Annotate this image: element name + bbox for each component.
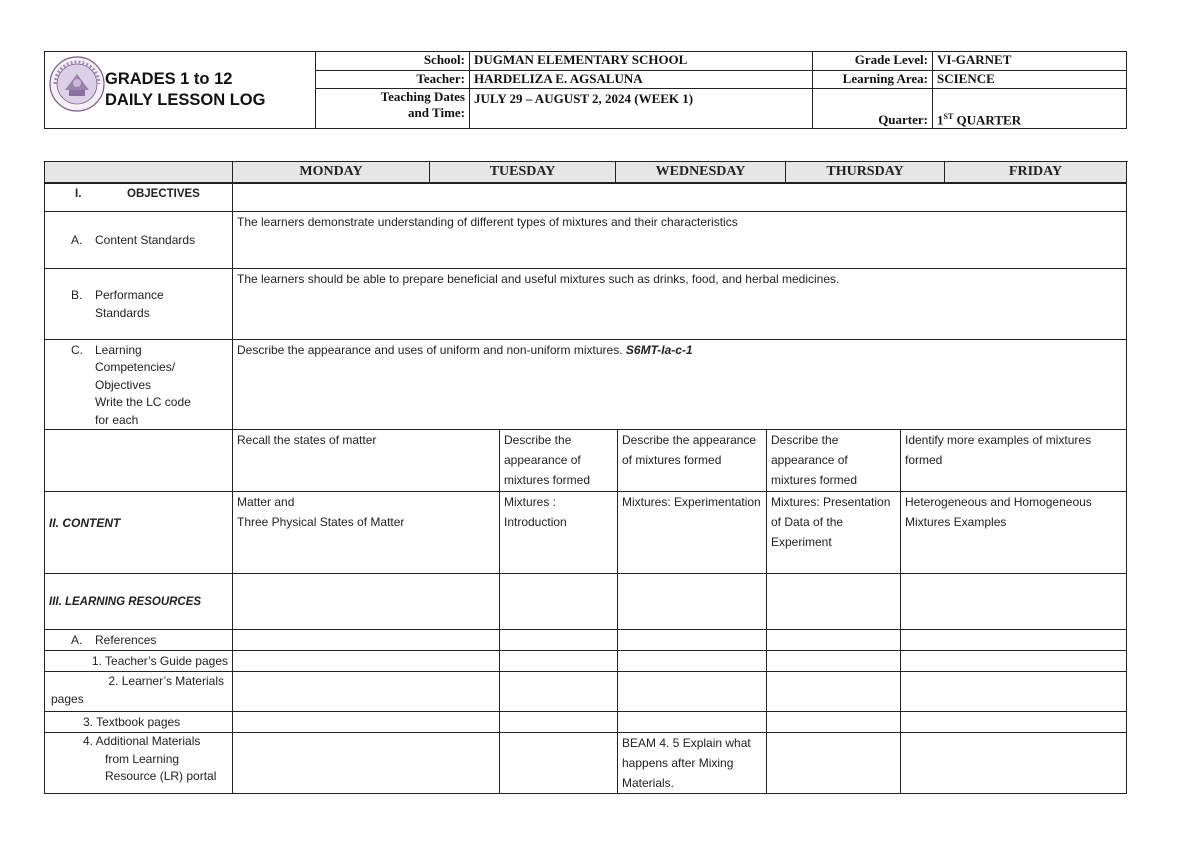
references-row xyxy=(45,630,1127,651)
quarter-label: Quarter: xyxy=(813,89,933,129)
deped-seal-icon xyxy=(49,56,105,112)
logo-cell xyxy=(45,52,316,129)
resources-thursday xyxy=(767,574,901,630)
learning-resources-label: III. LEARNING RESOURCES xyxy=(45,574,233,630)
dates-label-line1: Teaching Dates xyxy=(380,89,465,105)
teachers-guide-label: 1. Teacher’s Guide pages xyxy=(45,651,233,672)
day-tuesday: TUESDAY xyxy=(430,162,616,182)
logo-title-line1: GRADES 1 to 12 xyxy=(105,70,233,88)
daily-objectives-row xyxy=(45,430,1127,492)
teachers-guide-row xyxy=(45,651,1127,672)
textbook-row xyxy=(45,712,1127,733)
references-text: References xyxy=(95,633,157,647)
content-friday: Heterogeneous and Homogeneous Mixtures Examples xyxy=(901,492,1127,574)
references-letter: A. xyxy=(71,633,83,647)
quarter-value xyxy=(933,89,1127,129)
additional-materials-wednesday: BEAM 4. 5 Explain what happens after Mixing Materials. xyxy=(618,733,767,794)
resources-wednesday xyxy=(618,574,767,630)
content-monday-2: Three Physical States of Matter xyxy=(237,515,405,529)
performance-standards-label xyxy=(45,268,233,339)
area-value: SCIENCE xyxy=(933,70,1127,89)
teacher-label: Teacher: xyxy=(316,70,470,89)
day-friday: FRIDAY xyxy=(1008,164,1063,179)
teacher-value: HARDELIZA E. AGSALUNA xyxy=(470,70,813,89)
textbook-label: 3. Textbook pages xyxy=(45,712,233,733)
resources-monday xyxy=(233,574,500,630)
learners-materials-row xyxy=(45,672,1127,712)
learning-resources-row xyxy=(45,574,1127,630)
content-standards-label xyxy=(45,211,233,268)
am-label-1: 4. Additional Materials xyxy=(83,734,201,748)
lc-label-3: Objectives xyxy=(95,377,152,392)
header-table xyxy=(44,51,1127,129)
content-monday xyxy=(233,492,500,574)
dates-value: JULY 29 – AUGUST 2, 2024 (WEEK 1) xyxy=(470,89,813,129)
quarter-num: 1 xyxy=(937,112,944,127)
daily-objective-monday: Recall the states of matter xyxy=(233,430,500,492)
dates-label xyxy=(316,89,470,129)
objectives-label: OBJECTIVES xyxy=(127,188,200,200)
content-monday-1: Matter and xyxy=(237,495,295,509)
daily-objective-friday: Identify more examples of mixtures formed xyxy=(901,430,1127,492)
day-thursday: THURSDAY xyxy=(786,162,945,182)
learning-competencies-text xyxy=(233,339,1127,430)
day-header-band xyxy=(233,162,1127,184)
learning-competencies-label xyxy=(45,339,233,430)
daily-objective-thursday: Describe the appearance of mixtures formed xyxy=(767,430,901,492)
area-label: Learning Area: xyxy=(813,70,933,89)
lc-label-5: for each xyxy=(95,412,139,427)
daily-objective-tuesday: Describe the appearance of mixtures formed xyxy=(500,430,618,492)
resources-friday xyxy=(901,574,1127,630)
lc-code: S6MT-Ia-c-1 xyxy=(625,342,693,357)
objectives-heading xyxy=(45,183,233,211)
dates-label-line2: and Time: xyxy=(408,105,465,121)
quarter-word: QUARTER xyxy=(953,112,1022,127)
performance-label-1: Performance xyxy=(95,287,164,302)
additional-materials-row xyxy=(45,733,1127,794)
performance-standards-row xyxy=(45,268,1127,339)
content-label: II. CONTENT xyxy=(45,492,233,574)
logo-title-line2: DAILY LESSON LOG xyxy=(105,91,266,109)
content-tuesday: Mixtures : Introduction xyxy=(500,492,618,574)
lm-label-1: 2. Learner’s Materials xyxy=(108,674,224,688)
school-value: DUGMAN ELEMENTARY SCHOOL xyxy=(470,52,813,71)
school-label: School: xyxy=(316,52,470,71)
lc-label-4: Write the LC code xyxy=(95,395,191,409)
lc-label-2: Competencies/ xyxy=(95,360,176,374)
content-wednesday: Mixtures: Experimentation xyxy=(618,492,767,574)
day-header-row xyxy=(45,162,1127,184)
references-label xyxy=(45,630,233,651)
lc-text: Describe the appearance and uses of uniform and non-uniform mixtures. xyxy=(237,342,623,357)
objectives-num: I. xyxy=(75,188,82,200)
day-wednesday: WEDNESDAY xyxy=(616,162,786,182)
resources-tuesday xyxy=(500,574,618,630)
performance-letter: B. xyxy=(71,287,83,302)
objectives-empty-cell xyxy=(233,183,1127,211)
am-label-2: from Learning xyxy=(105,751,180,766)
performance-label-2: Standards xyxy=(95,305,150,320)
lc-letter: C. xyxy=(71,342,83,357)
grade-label: Grade Level: xyxy=(813,52,933,71)
lesson-log-table xyxy=(44,161,1127,794)
corner-cell xyxy=(45,162,233,184)
content-standards-row xyxy=(45,211,1127,268)
daily-objective-wednesday: Describe the appearance of mixtures formed xyxy=(618,430,767,492)
content-standards-text: The learners demonstrate understanding of different types of mixtures and their characteristics xyxy=(233,211,1127,268)
content-standards-text-label: Content Standards xyxy=(95,232,196,247)
learning-competencies-row xyxy=(45,339,1127,430)
content-thursday: Mixtures: Presentation of Data of the Experiment xyxy=(767,492,901,574)
lc-label-1: Learning xyxy=(95,342,142,357)
content-standards-letter: A. xyxy=(71,232,83,247)
am-label-3: Resource (LR) portal xyxy=(105,769,217,783)
learners-materials-label xyxy=(45,672,233,712)
objectives-row xyxy=(45,183,1127,211)
performance-standards-text: The learners should be able to prepare beneficial and useful mixtures such as drinks, food, and herbal medicines. xyxy=(233,268,1127,339)
day-monday: MONDAY xyxy=(233,162,430,182)
grade-value: VI-GARNET xyxy=(933,52,1127,71)
quarter-sup: ST xyxy=(943,111,954,121)
daily-objectives-label-cell xyxy=(45,430,233,492)
content-row xyxy=(45,492,1127,574)
lm-label-2: pages xyxy=(51,692,84,706)
additional-materials-label xyxy=(45,733,233,794)
